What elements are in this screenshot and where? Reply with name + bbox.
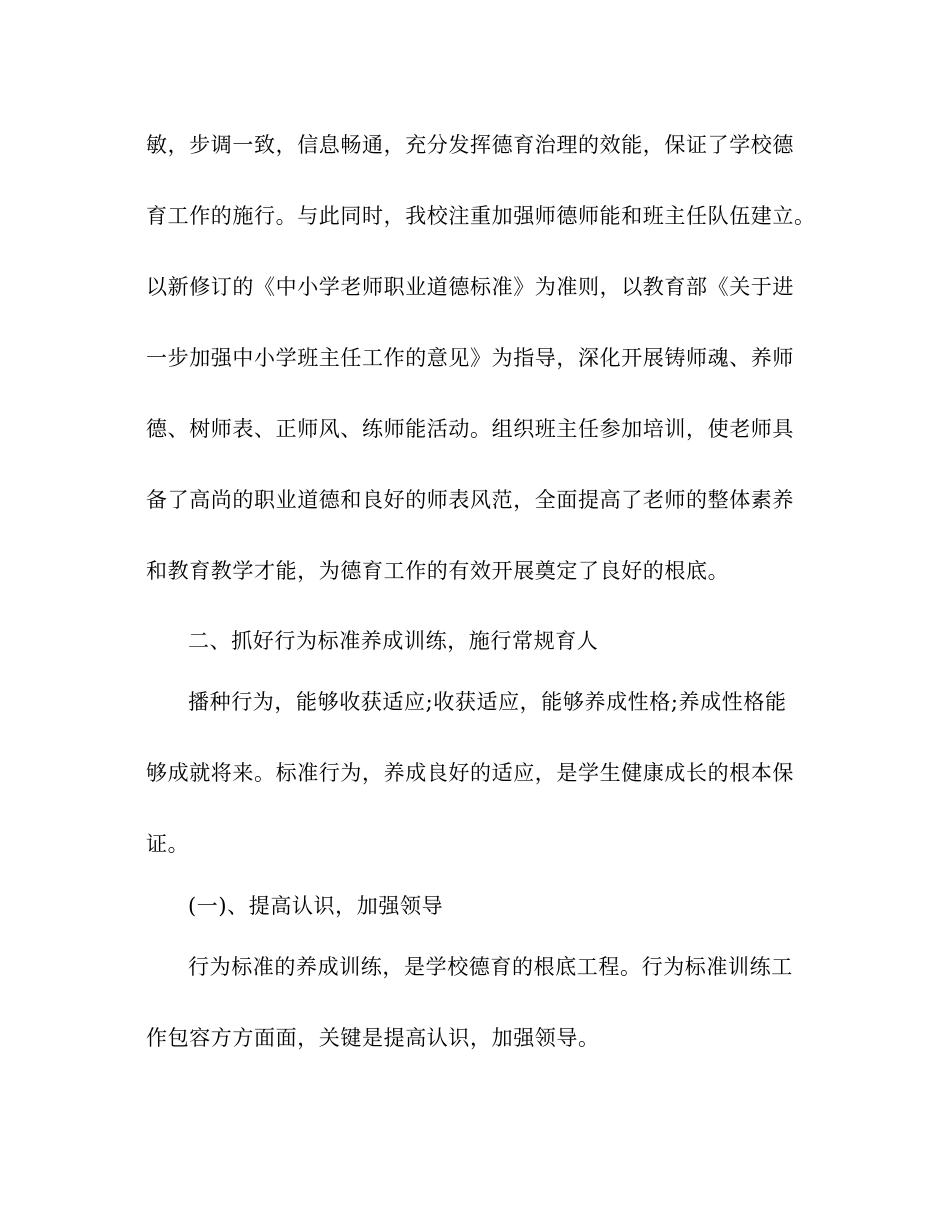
paragraph-line: 和教育教学才能，为德育工作的有效开展奠定了良好的根底。 [146,559,730,583]
paragraph-line: 行为标准的养成训练，是学校德育的根底工程。行为标准训练工 [188,955,793,979]
paragraph-line: 育工作的施行。与此同时，我校注重加强师德师能和班主任队伍建立。 [146,204,816,228]
paragraph-line: 作包容方方面面，关键是提高认识，加强领导。 [146,1026,600,1050]
paragraph-line: 敏，步调一致，信息畅通，充分发挥德育治理的效能，保证了学校德 [146,133,794,157]
paragraph-line: 德、树师表、正师风、练师能活动。组织班主任参加培训，使老师具 [146,417,794,441]
paragraph-line: 以新修订的《中小学老师职业道德标准》为准则，以教育部《关于进 [146,275,794,299]
section-heading: 二、抓好行为标准养成训练，施行常规育人 [188,629,599,653]
paragraph-line: 够成就将来。标准行为，养成良好的适应，是学生健康成长的根本保 [146,761,794,785]
paragraph-line: 一步加强中小学班主任工作的意见》为指导，深化开展铸师魂、养师 [146,346,794,370]
paragraph-line: 备了高尚的职业道德和良好的师表风范，全面提高了老师的整体素养 [146,488,794,512]
paragraph-line: 证。 [146,832,190,856]
subsection-heading: (一)、提高认识，加强领导 [188,894,444,918]
paragraph-line: 播种行为，能够收获适应;收获适应，能够养成性格;养成性格能 [188,690,787,714]
